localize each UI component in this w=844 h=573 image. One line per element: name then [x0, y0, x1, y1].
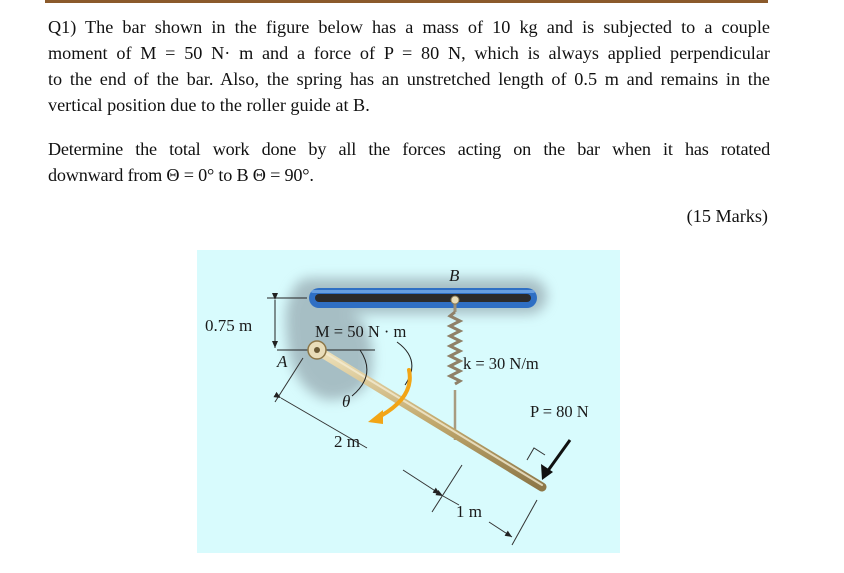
marks-label: (15 Marks): [686, 206, 768, 226]
slot-guide-icon: [309, 288, 537, 308]
paragraph-line: vertical position due to the roller guide at B.: [48, 95, 370, 115]
spring-constant-label: k = 30 N/m: [463, 354, 539, 373]
spring-icon: [450, 296, 460, 440]
paragraph-line: moment of M = 50 N· m and a force of P = 80 N, which is always applied perpendicular: [48, 43, 770, 63]
paragraph-line: Q1) The bar shown in the figure below has a mass of 10 kg and is subjected to a couple: [48, 17, 770, 37]
question-paragraph-1: [48, 14, 770, 118]
question-paragraph-2: [48, 136, 770, 188]
force-label: P = 80 N: [530, 402, 589, 421]
problem-figure: [197, 250, 620, 553]
paragraph-line: downward from Θ = 0° to B Θ = 90°.: [48, 165, 314, 185]
angle-label: θ: [342, 392, 351, 411]
point-b-label: B: [449, 266, 460, 285]
length-2m-label: 2 m: [334, 432, 360, 451]
paragraph-line: to the end of the bar. Also, the spring has an unstretched length of 0.5 m and remains in the: [48, 69, 770, 89]
point-a-label: A: [277, 352, 288, 371]
paragraph-line: Determine the total work done by all the forces acting on the bar when it has rotated: [48, 139, 770, 159]
moment-label: M = 50 N · m: [315, 322, 407, 341]
force-arrow-icon: [541, 440, 570, 480]
length-1m-label: 1 m: [456, 502, 482, 521]
top-rule: [45, 0, 768, 3]
height-dimension-label: 0.75 m: [205, 316, 253, 335]
